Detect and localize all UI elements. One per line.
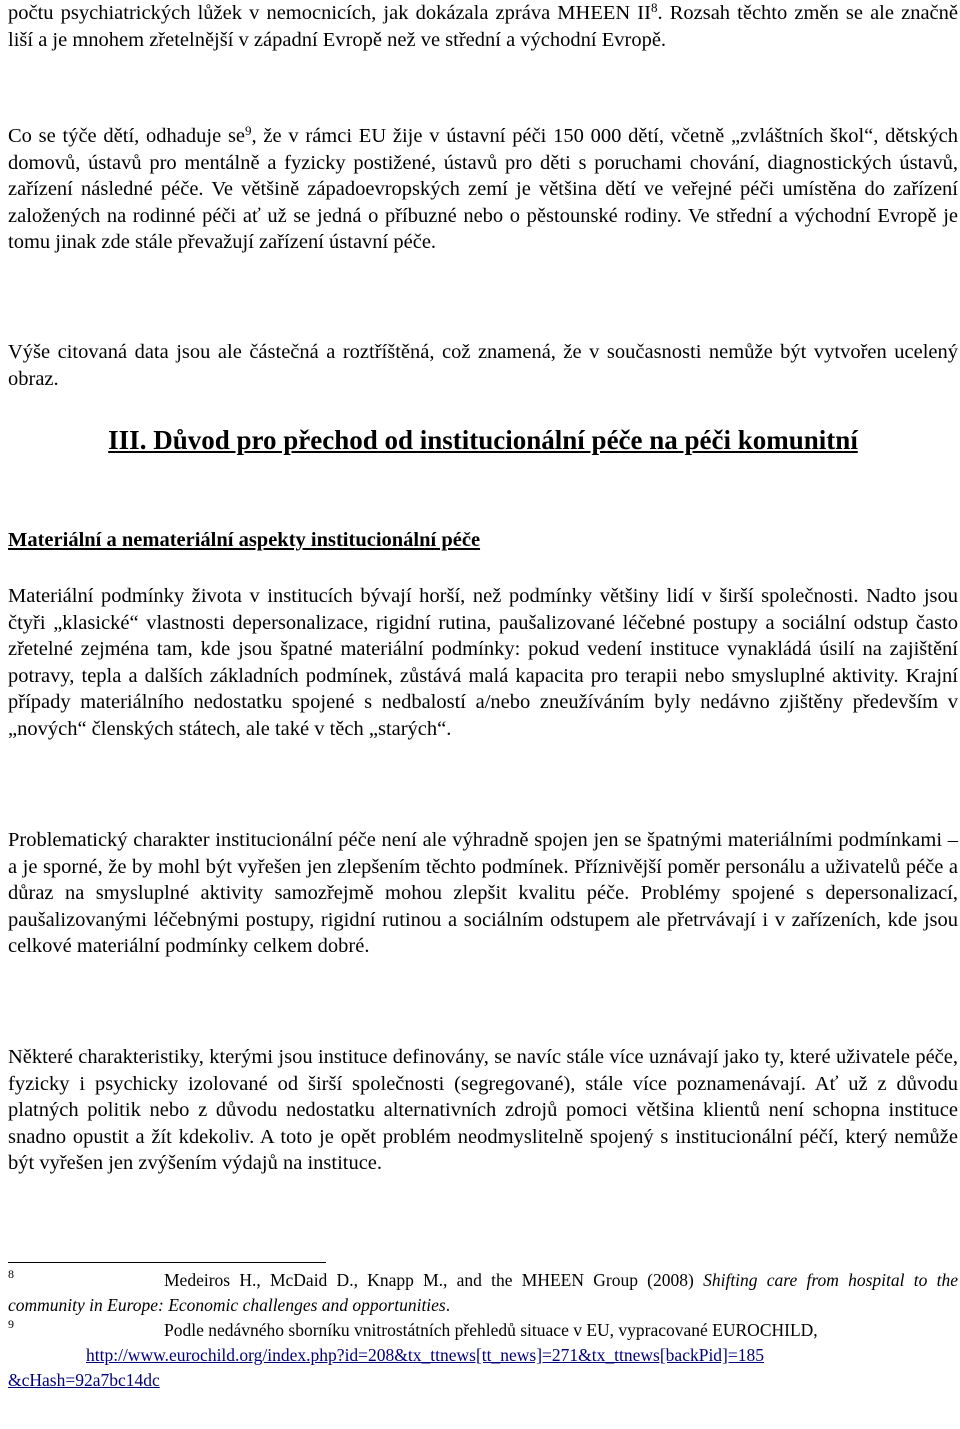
paragraph-mheen [8,0,958,53]
footnote-number: 8 [8,1267,14,1281]
text: počtu psychiatrických lůžek v nemocnicích, jak dokázala zpráva MHEEN II [8,2,651,24]
footnote-number: 9 [8,1317,14,1331]
text: . Rozsah těchto změn se ale značně liší a je mnohem zřetelnější v západní Evropě než ve střední a východní Evropě. [8,2,958,51]
book-title: Shifting care from hospital to the community in Europe: Economic challenges and opportunities [8,1270,958,1315]
text: Co se týče dětí, odhaduje se [8,125,246,147]
eurochild-link-continued[interactable]: &cHash=92a7bc14dc [8,1370,160,1390]
footnote-8 [8,1268,958,1318]
paragraph-children [8,123,958,256]
footnote-link-line [8,1343,958,1368]
footnote-separator [8,1262,326,1263]
text: , že v rámci EU žije v ústavní péči 150 000 dětí, včetně „zvláštních škol“, dětských domovů, ústavů pro mentálně a fyzicky postižené, ústavů pro děti s poruchami chování, diagnostických ústavů, zařízení následné péče. Ve většině západoevropských zemí je většina dětí ve veřejné péči umístěna do zařízení založených na rodinné péči ať už se jedná o příbuzné nebo o pěstounské rodiny. Ve střední a východní Evropě je tomu jinak zde stále převažují zařízení ústavní péče. [8,125,958,254]
paragraph-problematic-character: Problematický charakter institucionální péče není ale výhradně spojen jen se špatnými materiálními podmínkami – a je sporné, že by mohl být vyřešen jen zlepšením těchto podmínek. Příznivější poměr personálu a uživatelů péče a důraz na smysluplné aktivity samozřejmě mohou zlepšit kvalitu péče. Problémy spojené s depersonalizací, paušalizovanými léčebnými postupy, rigidní rutinou a sociálním odstupem ale přetrvávají i v zařízeních, kde jsou celkové materiální podmínky celkem dobré. [8,829,958,958]
paragraph-material-conditions: Materiální podmínky života v institucích bývají horší, než podmínky většiny lidí v širší společnosti. Nadto jsou čtyři „klasické“ vlastnosti depersonalizace, rigidní rutina, paušalizované léčebné postupy a sociální odstup často zřetelné zejména tam, kde jsou špatné materiální podmínky: pokud vedení instituce vynakládá úsilí na zajištění potravy, tepla a dalších základních podmínek, zůstává malá kapacita pro terapii nebo smysluplné aktivity. Krajní případy materiálního nedostatku spojené s nedbalostí a/nebo zneužíváním byly nedávno zjištěny především v „nových“ členských státech, ale také v těch „starých“. [8,585,958,740]
paragraph-characteristics: Některé charakteristiky, kterými jsou instituce definovány, se navíc stále více uznávají jako ty, které uživatele péče, fyzicky i psychicky izolované od širší společnosti (segregované), stále více poznamenávají. Ať už z důvodu platných politik nebo z důvodu nedostatku alternativních zdrojů pomoci většina klientů není schopna instituce snadno opustit a žít kdekoliv. A toto je opět problém neodmyslitelně spojený s institucionální péčí, který nemůže být vyřešen jen zvýšením výdajů na instituce. [8,1046,958,1175]
text: . [445,1295,451,1315]
footnote-ref-8[interactable]: 8 [650,0,658,15]
footnote-9 [8,1318,958,1343]
footnote-ref-9[interactable]: 9 [245,123,252,138]
subsection-heading: Materiální a nemateriální aspekty institucionální péče [8,529,481,551]
text: Medeiros H., McDaid D., Knapp M., and the MHEEN Group (2008) [164,1270,704,1290]
section-heading: III. Důvod pro přechod od institucionální péče na péči komunitní [108,425,858,455]
footnotes [8,1268,958,1393]
eurochild-link[interactable]: http://www.eurochild.org/index.php?id=208&tx_ttnews[tt_news]=271&tx_ttnews[backPid]=185 [86,1345,764,1365]
text: Podle nedávného sborníku vnitrostátních přehledů situace v EU, vypracované EUROCHILD, [164,1320,818,1340]
paragraph-data-partial: Výše citovaná data jsou ale částečná a roztříštěná, což znamená, že v současnosti nemůže být vytvořen ucelený obraz. [8,341,958,390]
footnote-link-line-2 [8,1368,958,1393]
